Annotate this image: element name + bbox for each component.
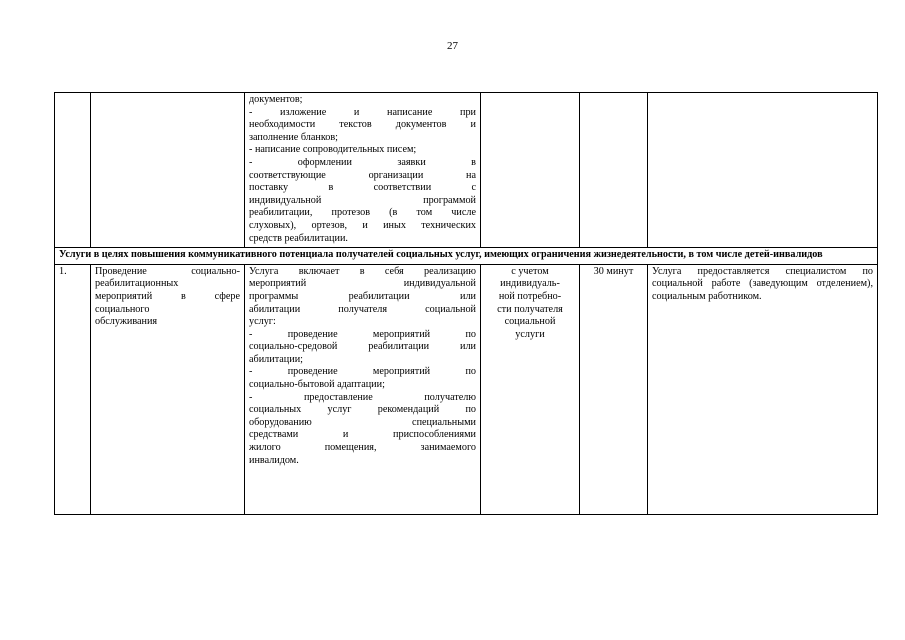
cell-text-line: Услуга включает в себя реализацию [249,265,476,277]
cell-text-line: поставку в соответствии с [249,182,476,194]
table-row [55,264,878,514]
cell-text-line: инвалидом. [249,454,299,466]
cell-text-line: ной потребно- [498,290,562,302]
cell-text-line: индивидуаль- [500,278,560,290]
cell-time-empty [580,93,648,248]
cell-text-line: социального [95,303,150,315]
cell-text-line: - изложение и написание при [249,106,476,118]
cell-text-line: - проведение мероприятий по [249,328,476,340]
cell-text-line: средств реабилитации. [249,232,348,244]
cell-text-line: реабилитации, протезов (в том числе [249,207,476,219]
cell-text-line: документов; [249,94,303,105]
section-header: Услуги в целях повышения коммуникативного потенциала получателей социальных услуг, имеющих ограничения жизнедеятельности, в том числе детей-инвалидов [55,248,878,265]
cell-text-line: мероприятий в сфере [95,290,240,302]
cell-num-empty [55,93,91,248]
cell-text-line: средствами и приспособлениями [249,429,476,441]
cell-text-line: мероприятий индивидуальной [249,278,476,290]
cell-text-line: - написание сопроводительных писем; [249,144,417,156]
cell-text-line: - предоставление получателю [249,391,476,403]
page-number: 27 [447,40,458,52]
cell-text-line: заполнение бланков; [249,131,339,143]
services-table [54,92,878,515]
cell-service-time: 30 минут [580,264,648,514]
cell-text-line: социально-средовой реабилитации или [249,341,476,353]
cell-text-line: жилого помещения, занимаемого [249,442,476,454]
cell-service-name [91,264,245,514]
cell-row-number: 1. [55,264,91,514]
cell-text-line: с учетом [511,265,549,277]
cell-text-line: услуг: [249,316,276,328]
cell-text-line: программы реабилитации или [249,290,476,302]
cell-provider-empty [648,93,878,248]
cell-volume-empty [481,93,580,248]
cell-text-line: соответствующие организации на [249,169,476,181]
cell-text-line: индивидуальной программой [249,194,476,206]
cell-text-line: абилитации; [249,353,303,365]
cell-text-line: социальной [504,316,556,328]
cell-text-line: реабилитационных [95,278,179,290]
cell-text-line: - оформлении заявки в [249,156,476,168]
cell-text-line: - проведение мероприятий по [249,366,476,378]
cell-text-line: оборудованию специальными [249,416,476,428]
cell-text-line: Проведение социально- [95,265,240,277]
cell-text-line: сти получателя [497,303,563,315]
cell-text-line: слуховых), ортезов, и иных технических [249,219,476,231]
cell-service-volume [481,264,580,514]
cell-text-line: обслуживания [95,316,158,328]
cell-text-line: услуги [515,328,545,340]
cell-text-line: социально-бытовой адаптации; [249,379,385,391]
cell-text-line: необходимости текстов документов и [249,119,476,131]
table-section-header-row [55,248,878,265]
cell-service-provider: Услуга предоставляется специалистом по социальной работе (заведующим отделением), социальным работником. [648,264,878,514]
cell-text-line: социальных услуг рекомендаций по [249,404,476,416]
cell-service-description [245,264,481,514]
table-row-continuation [55,93,878,248]
cell-text-line: абилитации получателя социальной [249,303,476,315]
cell-name-empty [91,93,245,248]
cell-description-continuation [245,93,481,248]
